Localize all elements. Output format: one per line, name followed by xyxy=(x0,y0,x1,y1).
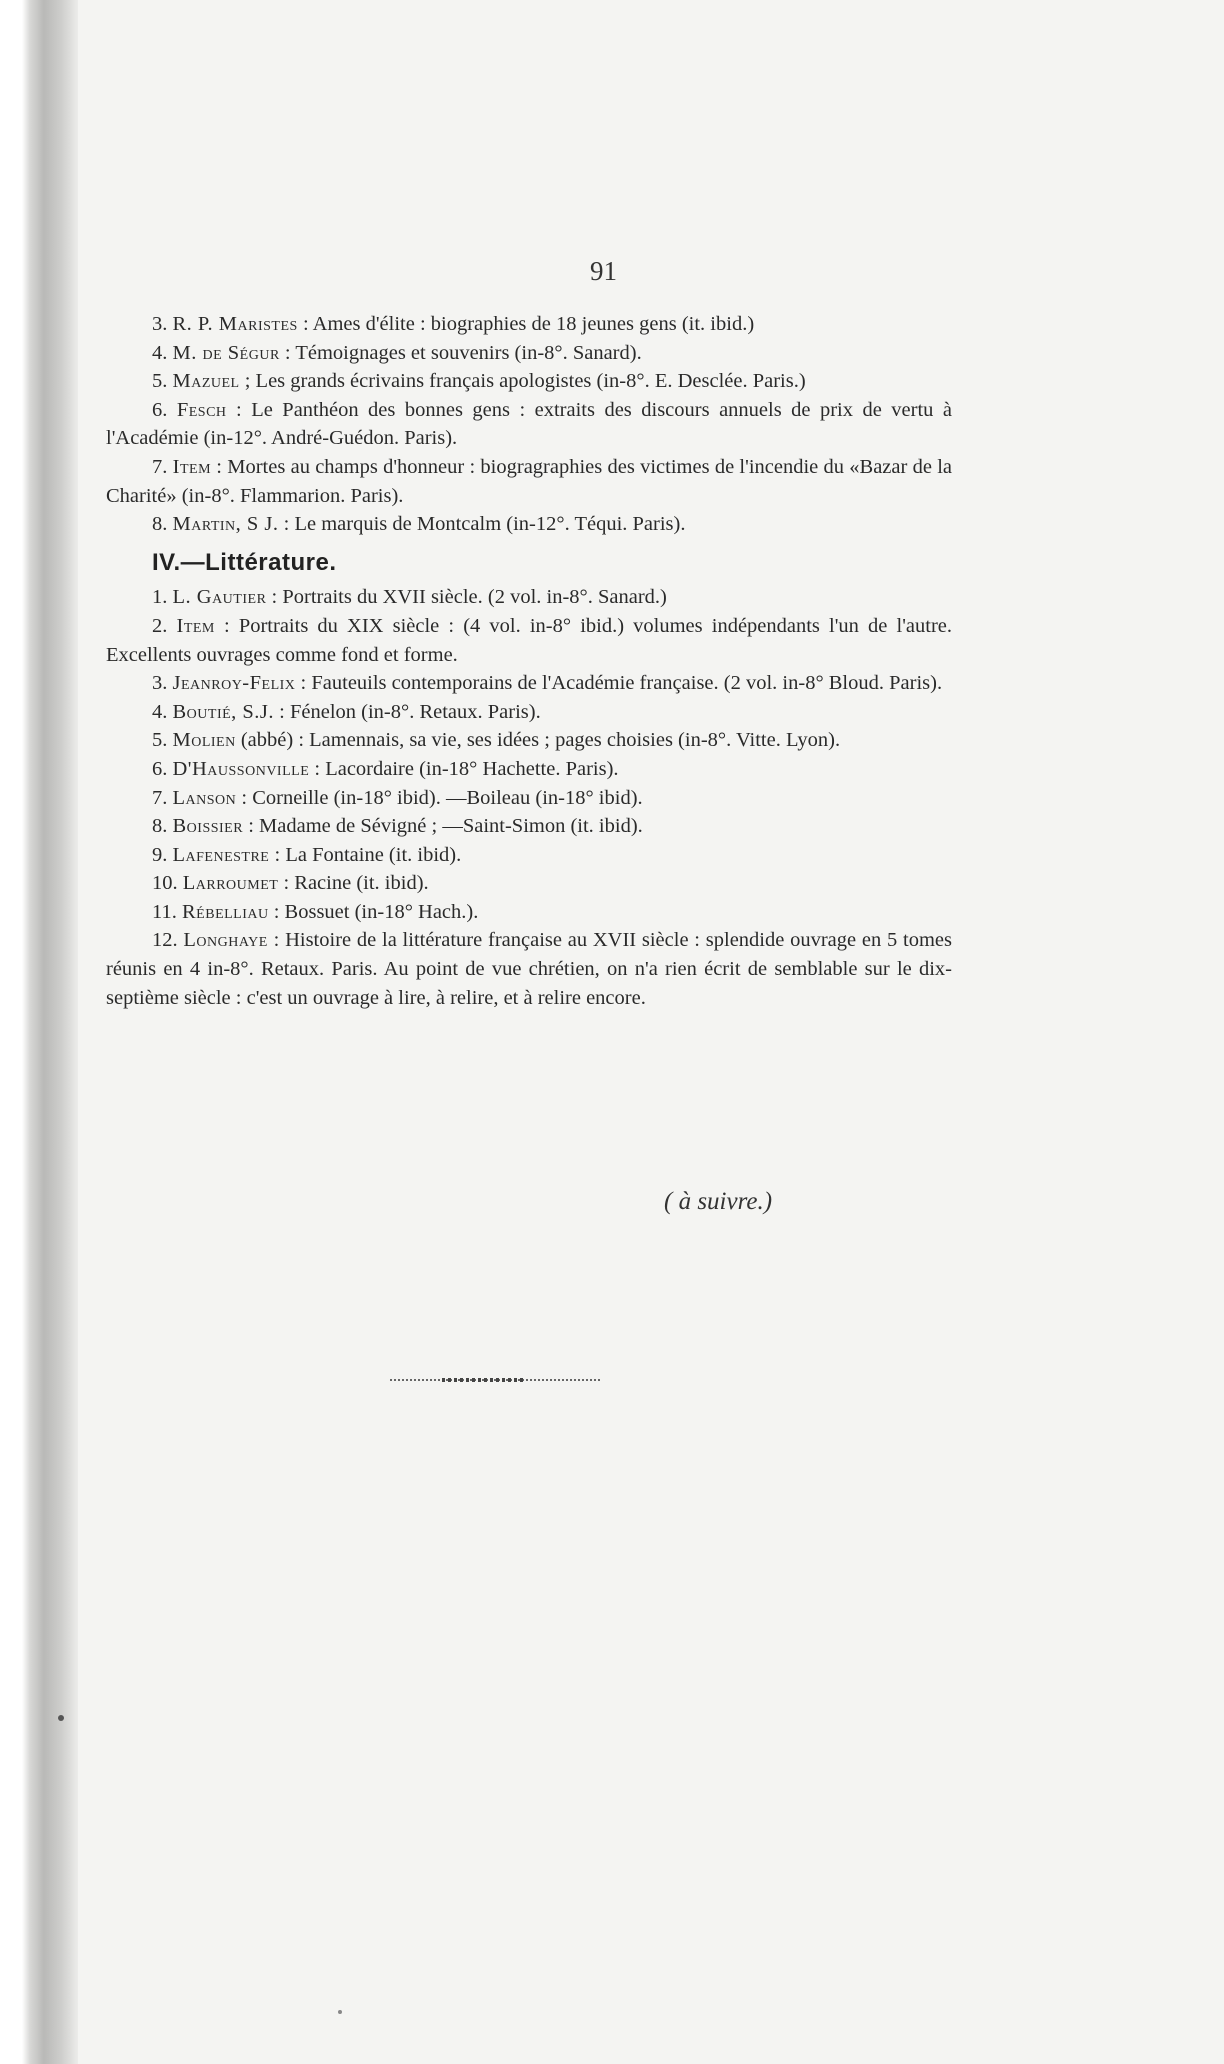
entry-author: Fesch xyxy=(176,398,227,421)
bibliography-entry xyxy=(106,453,952,510)
bibliography-entry xyxy=(106,726,952,755)
bibliography-entry xyxy=(106,339,952,368)
entry-text: : Fénelon (in-8°. Retaux. Paris). xyxy=(274,700,541,723)
bibliography-entry xyxy=(106,784,952,813)
entry-author: Boutié, S.J. xyxy=(172,700,275,723)
entry-number: 11. xyxy=(152,900,182,923)
bibliography-entry xyxy=(106,612,952,669)
bibliography-entry xyxy=(106,396,952,453)
entry-author: D'Haussonville xyxy=(172,757,310,780)
entry-number: 8. xyxy=(152,815,173,838)
scan-speck xyxy=(58,1715,64,1721)
entry-author: M. de Ségur xyxy=(172,341,280,364)
bibliography-entry xyxy=(106,698,952,727)
book-page xyxy=(78,0,1224,2064)
bibliography-entry xyxy=(106,310,952,339)
entry-number: 3. xyxy=(152,672,173,695)
bibliography-entry xyxy=(106,926,952,1012)
entry-author: R. P. Maristes xyxy=(172,313,298,335)
entry-author: Longhaye xyxy=(183,929,268,952)
entry-number: 2. xyxy=(152,614,177,637)
entry-author: Larroumet xyxy=(182,872,279,895)
entry-author: Rébelliau xyxy=(182,900,269,923)
entry-author: Item xyxy=(172,455,212,478)
entry-author: Boissier xyxy=(172,815,244,838)
entry-text: : Portraits du XIX siècle : (4 vol. in-8° ibid.) volumes indépendants l'un de l'autre. Excellents ouvrages comme fond et forme. xyxy=(106,614,952,666)
entry-text: : Fauteuils contemporains de l'Académie française. (2 vol. in-8° Bloud. Paris). xyxy=(295,672,943,695)
bibliography-entry xyxy=(106,869,952,898)
continued-note: ( à suivre.) xyxy=(664,1188,773,1215)
entry-text: : Histoire de la littérature française au XVII siècle : splendide ouvrage en 5 tomes réunis en 4 in-8°. Retaux. Paris. Au point de vue chrétien, on n'a rien écrit de semblable sur le dix-septième siècle : c'est un ouvrage à lire, à relire, et à relire encore. xyxy=(106,929,952,1009)
entry-text: : Portraits du XVII siècle. (2 vol. in-8°. Sanard.) xyxy=(266,586,667,609)
entry-number: 6. xyxy=(152,398,177,421)
entry-text: : Ames d'élite : biographies de 18 jeunes gens (it. ibid.) xyxy=(297,313,755,335)
bibliography-entry xyxy=(106,583,952,612)
entry-number: 7. xyxy=(152,455,173,478)
scan-speck xyxy=(338,2010,342,2014)
bibliography-entry xyxy=(106,510,952,539)
entry-number: 7. xyxy=(152,786,173,809)
entry-text: : Madame de Sévigné ; —Saint-Simon (it. ibid). xyxy=(243,815,643,838)
scan-edge-shadow xyxy=(0,0,78,2064)
bibliography-entry xyxy=(106,898,952,927)
entry-number: 9. xyxy=(152,843,173,866)
entry-number: 8. xyxy=(152,513,173,536)
entry-number: 1. xyxy=(152,586,173,609)
bibliography-entry xyxy=(106,669,952,698)
entry-author: Mazuel xyxy=(172,370,240,393)
entry-number: 5. xyxy=(152,729,173,752)
entry-number: 3. xyxy=(152,313,173,335)
entry-number: 12. xyxy=(152,929,184,952)
entry-number: 4. xyxy=(152,700,173,723)
entry-author: Item xyxy=(176,614,215,637)
entry-text: : La Fontaine (it. ibid). xyxy=(269,843,462,866)
entry-text: : Mortes au champs d'honneur : biogragraphies des victimes de l'incendie du «Bazar de la Charité» (in-8°. Flammarion. Paris). xyxy=(106,455,952,507)
entry-number: 6. xyxy=(152,757,173,780)
entry-text: : Le marquis de Montcalm (in-12°. Téqui. Paris). xyxy=(278,513,686,536)
entry-number: 4. xyxy=(152,341,173,364)
bibliography-text xyxy=(106,310,952,1012)
entry-text: : Racine (it. ibid). xyxy=(278,872,429,895)
entry-text: (abbé) : Lamennais, sa vie, ses idées ; pages choisies (in-8°. Vitte. Lyon). xyxy=(235,729,841,752)
entry-author: Lanson xyxy=(172,786,237,809)
entry-author: Martin, S J. xyxy=(172,513,279,536)
entry-author: Lafenestre xyxy=(172,843,270,866)
page-number: 91 xyxy=(590,256,617,286)
bibliography-entry xyxy=(106,812,952,841)
entry-text: : Le Panthéon des bonnes gens : extraits des discours annuels de prix de vertu à l'Académie (in-12°. André-Guédon. Paris). xyxy=(106,398,953,450)
bibliography-entry xyxy=(106,841,952,870)
entry-text: ; Les grands écrivains français apologistes (in-8°. E. Desclée. Paris.) xyxy=(239,370,806,393)
bibliography-entry xyxy=(106,755,952,784)
entry-text: : Corneille (in-18° ibid). —Boileau (in-18° ibid). xyxy=(236,786,643,809)
entry-number: 5. xyxy=(152,370,173,393)
entry-text: : Témoignages et souvenirs (in-8°. Sanard). xyxy=(279,341,642,364)
entry-author: Molien xyxy=(172,729,236,752)
entry-author: L. Gautier xyxy=(172,586,267,609)
entry-text: : Bossuet (in-18° Hach.). xyxy=(268,900,479,923)
entry-number: 10. xyxy=(152,872,183,895)
ornamental-divider xyxy=(390,1379,600,1381)
entry-text: : Lacordaire (in-18° Hachette. Paris). xyxy=(309,757,619,780)
section-heading: IV.—Littérature. xyxy=(152,548,337,576)
bibliography-entry xyxy=(106,367,952,396)
entry-author: Jeanroy-Felix xyxy=(172,672,296,695)
